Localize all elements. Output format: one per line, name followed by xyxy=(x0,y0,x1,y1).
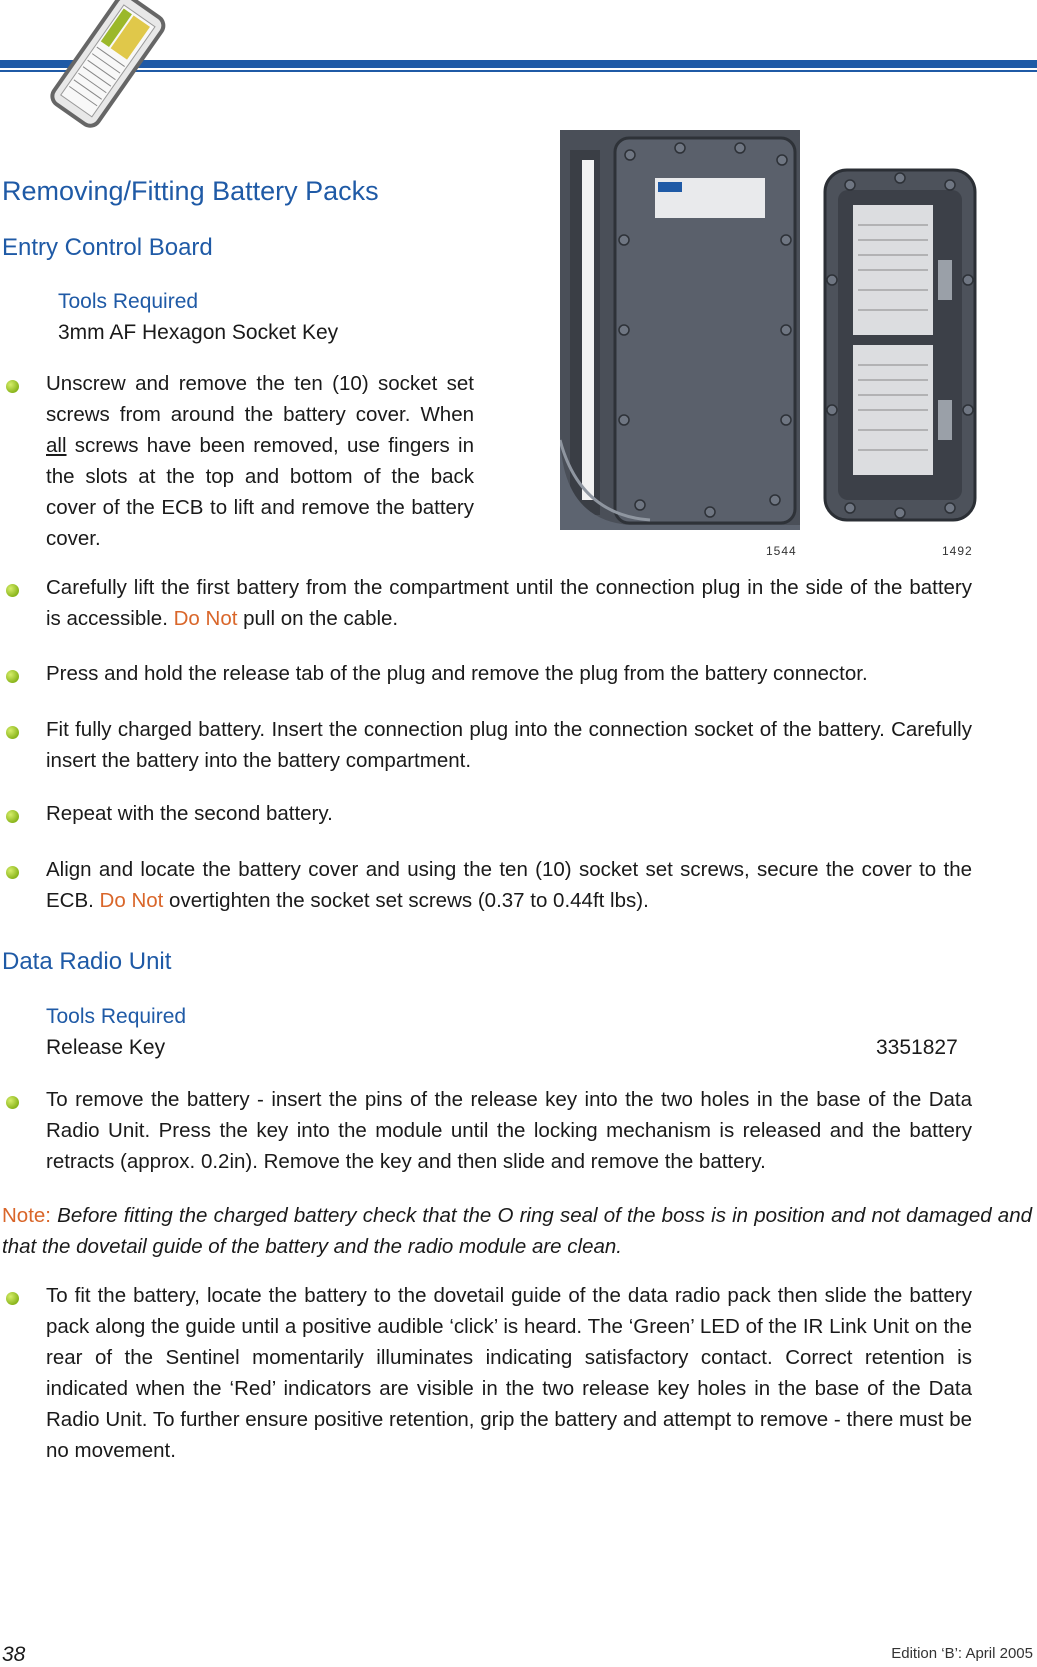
tools-part-number: 3351827 xyxy=(876,1036,958,1059)
warning-text: Do Not xyxy=(99,889,164,912)
edition-label: Edition ‘B’: April 2005 xyxy=(891,1645,1033,1662)
step-remove-radio-battery: To remove the battery - insert the pins of the release key into the two holes in the base of the Data Radio Unit. Press the key into the module until the locking mechanism is released and the battery retracts (approx. 0.2in). Remove the key and then slide and remove the battery. xyxy=(46,1088,972,1173)
page-title: Removing/Fitting Battery Packs xyxy=(2,176,379,206)
section-heading-ecb: Entry Control Board xyxy=(2,234,213,261)
bullet-icon xyxy=(6,670,19,683)
section-heading-radio: Data Radio Unit xyxy=(2,948,172,975)
bullet-icon xyxy=(6,726,19,739)
step-emphasis: all xyxy=(46,434,67,457)
ecb-photo xyxy=(560,130,1035,565)
step-text: screws have been removed, use fingers in the slots at the top and bottom of the back cover of the ECB to lift and remove the battery cover. xyxy=(46,434,474,550)
page-number: 38 xyxy=(2,1643,26,1666)
tools-required-label: Tools Required xyxy=(46,1005,187,1028)
board-logo-icon xyxy=(40,0,170,130)
step-fit-radio-battery: To fit the battery, locate the battery to the dovetail guide of the data radio pack then slide the battery pack along the guide until a positive audible ‘click’ is heard. The ‘Green’ LED of the IR Link Unit on the rear of the Sentinel momentarily illuminates indicating satisfactory contact. Correct retention is indicated when the ‘Red’ indicators are visible in the two release key holes in the base of the Data Radio Unit. To further ensure positive retention, grip the battery and attempt to remove - there must be no movement. xyxy=(46,1284,972,1462)
bullet-icon xyxy=(6,1292,19,1305)
step-refit-cover xyxy=(46,854,972,916)
step-text: pull on the cable. xyxy=(237,607,399,630)
note-text: Before fitting the charged battery check that the O ring seal of the boss is in position and not damaged and that the dovetail guide of the battery and the radio module are clean. xyxy=(2,1204,1032,1258)
bullet-icon xyxy=(6,1096,19,1109)
step-text: Unscrew and remove the ten (10) socket set screws from around the battery cover. When xyxy=(46,372,474,426)
bullet-icon xyxy=(6,810,19,823)
step-fit-battery: Fit fully charged battery. Insert the connection plug into the connection socket of the battery. Carefully insert the battery into the battery compartment. xyxy=(46,718,972,772)
step-release-plug: Press and hold the release tab of the plug and remove the plug from the battery connector. xyxy=(46,662,868,685)
figure-caption-right: 1492 xyxy=(942,544,973,558)
step-repeat: Repeat with the second battery. xyxy=(46,802,333,825)
tools-item: Release Key xyxy=(46,1036,166,1059)
step-text: Carefully lift the first battery from the compartment until the connection plug in the side of the battery is accessible. xyxy=(46,576,972,630)
tools-item: 3mm AF Hexagon Socket Key xyxy=(58,321,339,344)
note-label: Note: xyxy=(2,1204,51,1227)
bullet-icon xyxy=(6,380,19,393)
figure-caption-left: 1544 xyxy=(766,544,797,558)
step-text: overtighten the socket set screws (0.37 to 0.44ft lbs). xyxy=(163,889,649,912)
note xyxy=(2,1200,1032,1262)
step-lift-battery xyxy=(46,572,972,634)
bullet-icon xyxy=(6,584,19,597)
step-text: Align and locate the battery cover and using the ten (10) socket set screws, secure the cover to the ECB. xyxy=(46,858,972,912)
tools-required-label: Tools Required xyxy=(58,290,199,313)
warning-text: Do Not xyxy=(173,607,238,630)
bullet-icon xyxy=(6,866,19,879)
step-remove-cover xyxy=(46,368,474,554)
